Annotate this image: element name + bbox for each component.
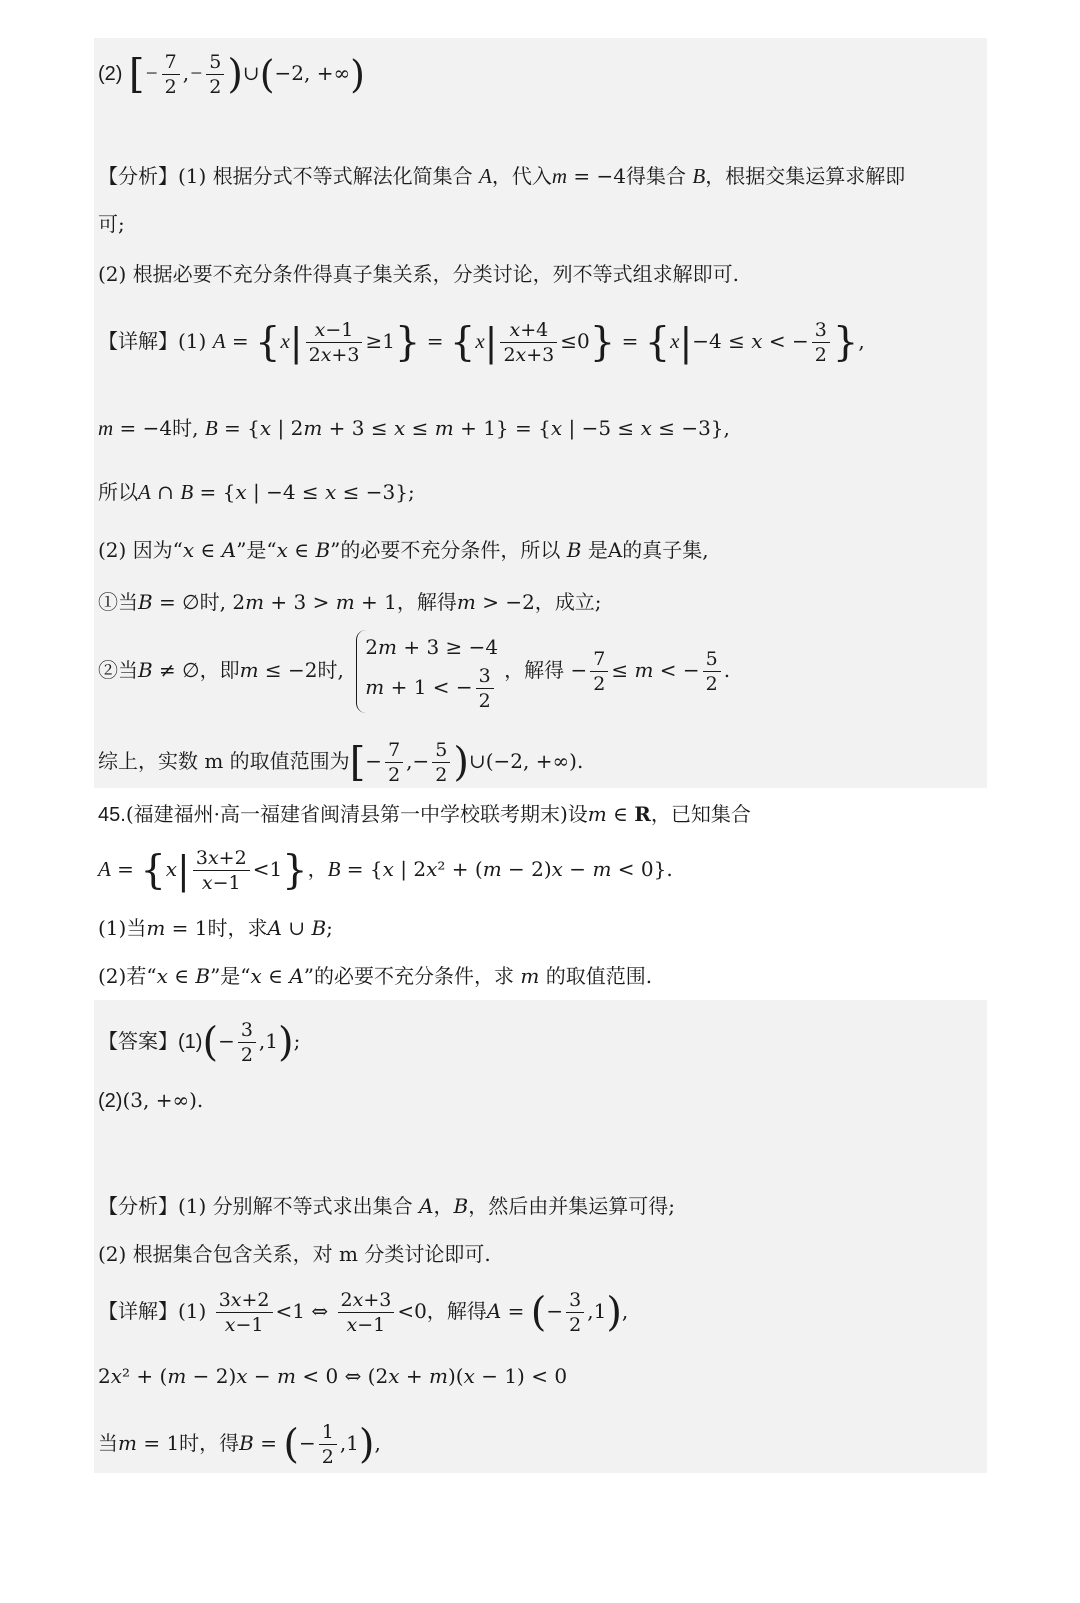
case-2-b: 即 (219, 658, 240, 682)
problem-set-text: 已知集合 (670, 802, 751, 826)
analysis-1-end: 根据交集运算求解即 (725, 164, 906, 188)
reason-text-b: ”是“ (236, 538, 277, 562)
q1-mid: 时，求 (207, 916, 268, 940)
analysis-1-cont: 可; (98, 212, 125, 236)
solution-shade-2 (94, 1000, 987, 1473)
analysis-2-line: (2) 根据必要不充分条件得真子集关系，分类讨论，列不等式组求解即可. (98, 262, 740, 286)
when-m1-line: 当m = 1时，得B = (− $\frac{1}{2}$ ,1), (98, 1421, 381, 1468)
answer-line-1: 【答案】(1)(− $\frac{3}{2}$ ,1); (98, 1019, 301, 1066)
detail-label-2: 【详解】 (98, 1299, 178, 1323)
analysis-label: 【分析】 (98, 164, 178, 188)
problem-source: (福建福州·高一福建省闽清县第一中学校联考期末)设 (125, 802, 588, 826)
detail-b1-line: 【详解】(1) $\frac{3x+2}{x-1}$ <1 ⇔ $\frac{2x+3}{x-1}$ <0，解得A = (− $\frac{3}{2}$ ,1), (98, 1289, 629, 1336)
problem-number: 45. (98, 804, 126, 826)
answer-line-2: (2)(3, +∞). (98, 1088, 204, 1112)
q2-suffix: ”的必要不充分条件，求 (303, 964, 515, 988)
reason-text-a: (2) 因为“ (98, 538, 183, 562)
detail-b1-label: (1) (178, 1299, 207, 1323)
answer-label: 【答案】 (98, 1029, 178, 1053)
summary-text: 综上，实数 m 的取值范围为 (98, 749, 350, 773)
case-2-c: 时, (317, 658, 344, 682)
m-value-text: 时, (172, 416, 199, 440)
analysis-label-2: 【分析】 (98, 1194, 178, 1218)
when-text-b: 时，得 (179, 1431, 240, 1455)
analysis-b2-line: (2) 根据集合包含关系，对 m 分类讨论即可. (98, 1242, 491, 1266)
so-text: 所以 (98, 480, 138, 504)
detail-b1-text: 解得 (446, 1299, 487, 1323)
question-1-line: (1)当m = 1时，求A ∪ B; (98, 916, 333, 940)
problem-sets-line: A = {x| $\frac{3x+2}{x-1}$ <1}，B = {x | 2x² + (m − 2)x − m < 0}. (98, 847, 673, 894)
case-1-line: ①当B = ∅时, 2m + 3 > m + 1，解得m > −2，成立; (98, 590, 602, 614)
case-1-d: 成立; (554, 590, 602, 614)
detail-label: 【详解】 (98, 329, 178, 353)
case-1-b: 时, (199, 590, 226, 614)
case-2-d: 解得 (524, 658, 565, 682)
q2-prefix: (2)若“ (98, 964, 157, 988)
answer-2-label: (2) (98, 63, 123, 85)
case-2-a: ②当 (98, 658, 138, 682)
intersection-line: 所以A ∩ B = {x | −4 ≤ x ≤ −3}; (98, 480, 415, 504)
analysis-1-sub: 代入 (511, 164, 552, 188)
when-text: 当 (98, 1431, 118, 1455)
analysis-b1-text: (1) 分别解不等式求出集合 (178, 1194, 413, 1218)
analysis-1-get: 得集合 (626, 164, 687, 188)
reason-text-d: 是A的真子集, (587, 538, 709, 562)
q2-mid: ”是“ (210, 964, 251, 988)
m-value-line: m = −4时, B = {x | 2m + 3 ≤ x ≤ m + 1} = {x | −5 ≤ x ≤ −3}, (98, 416, 730, 440)
analysis-b1-end: 然后由并集运算可得; (488, 1194, 675, 1218)
case-2-line: ②当B ≠ ∅，即m ≤ −2时, 2m + 3 ≥ −4 m + 1 < − $\frac{3}{2}$ ，解得 − $\frac{7}{2}$ ≤ m < − $\frac{5}{2}$ . (98, 630, 730, 713)
question-2-line: (2)若“x ∈ B”是“x ∈ A”的必要不充分条件，求 m 的取值范围. (98, 964, 653, 988)
reason-text-c: ”的必要不充分条件，所以 (330, 538, 561, 562)
factor-line: 2x² + (m − 2)x − m < 0 ⇔ (2x + m)(x − 1) < 0 (98, 1364, 568, 1388)
answer-2-line: (2) [− $\frac{7}{2}$ ,− $\frac{5}{2}$ )∪(−2, +∞) (98, 51, 365, 98)
ans-2-label: (2) (98, 1090, 123, 1112)
ans-1-label: (1) (178, 1031, 203, 1053)
summary-line: 综上，实数 m 的取值范围为[− $\frac{7}{2}$ ,− $\frac{5}{2}$ )∪(−2, +∞). (98, 739, 584, 786)
q2-end: 的取值范围. (545, 964, 653, 988)
problem-45-line: 45.(福建福州·高一福建省闽清县第一中学校联考期末)设m ∈ R，已知集合 (98, 802, 751, 826)
analysis-b1-line: 【分析】(1) 分别解不等式求出集合 A，B，然后由并集运算可得; (98, 1194, 675, 1218)
detail-1-label: (1) (178, 329, 207, 353)
analysis-1-line: 【分析】(1) 根据分式不等式解法化简集合 A，代入m = −4得集合 B，根据交集运算求解即 (98, 164, 906, 188)
analysis-1-text: (1) 根据分式不等式解法化简集合 (178, 164, 473, 188)
case-1-c: 解得 (416, 590, 457, 614)
reason-2-line: (2) 因为“x ∈ A”是“x ∈ B”的必要不充分条件，所以 B 是A的真子集, (98, 538, 709, 562)
case-1-a: ①当 (98, 590, 138, 614)
inequality-system: 2m + 3 ≥ −4 m + 1 < − $\frac{3}{2}$ (356, 630, 498, 713)
detail-1-line: 【详解】(1) A = {x| $\frac{x-1}{2x+3}$ ≥1} = {x| $\frac{x+4}{2x+3}$ ≤0} = {x|−4 ≤ x < − $\frac{3}{2}$ }, (98, 319, 865, 366)
q1-prefix: (1)当 (98, 916, 147, 940)
